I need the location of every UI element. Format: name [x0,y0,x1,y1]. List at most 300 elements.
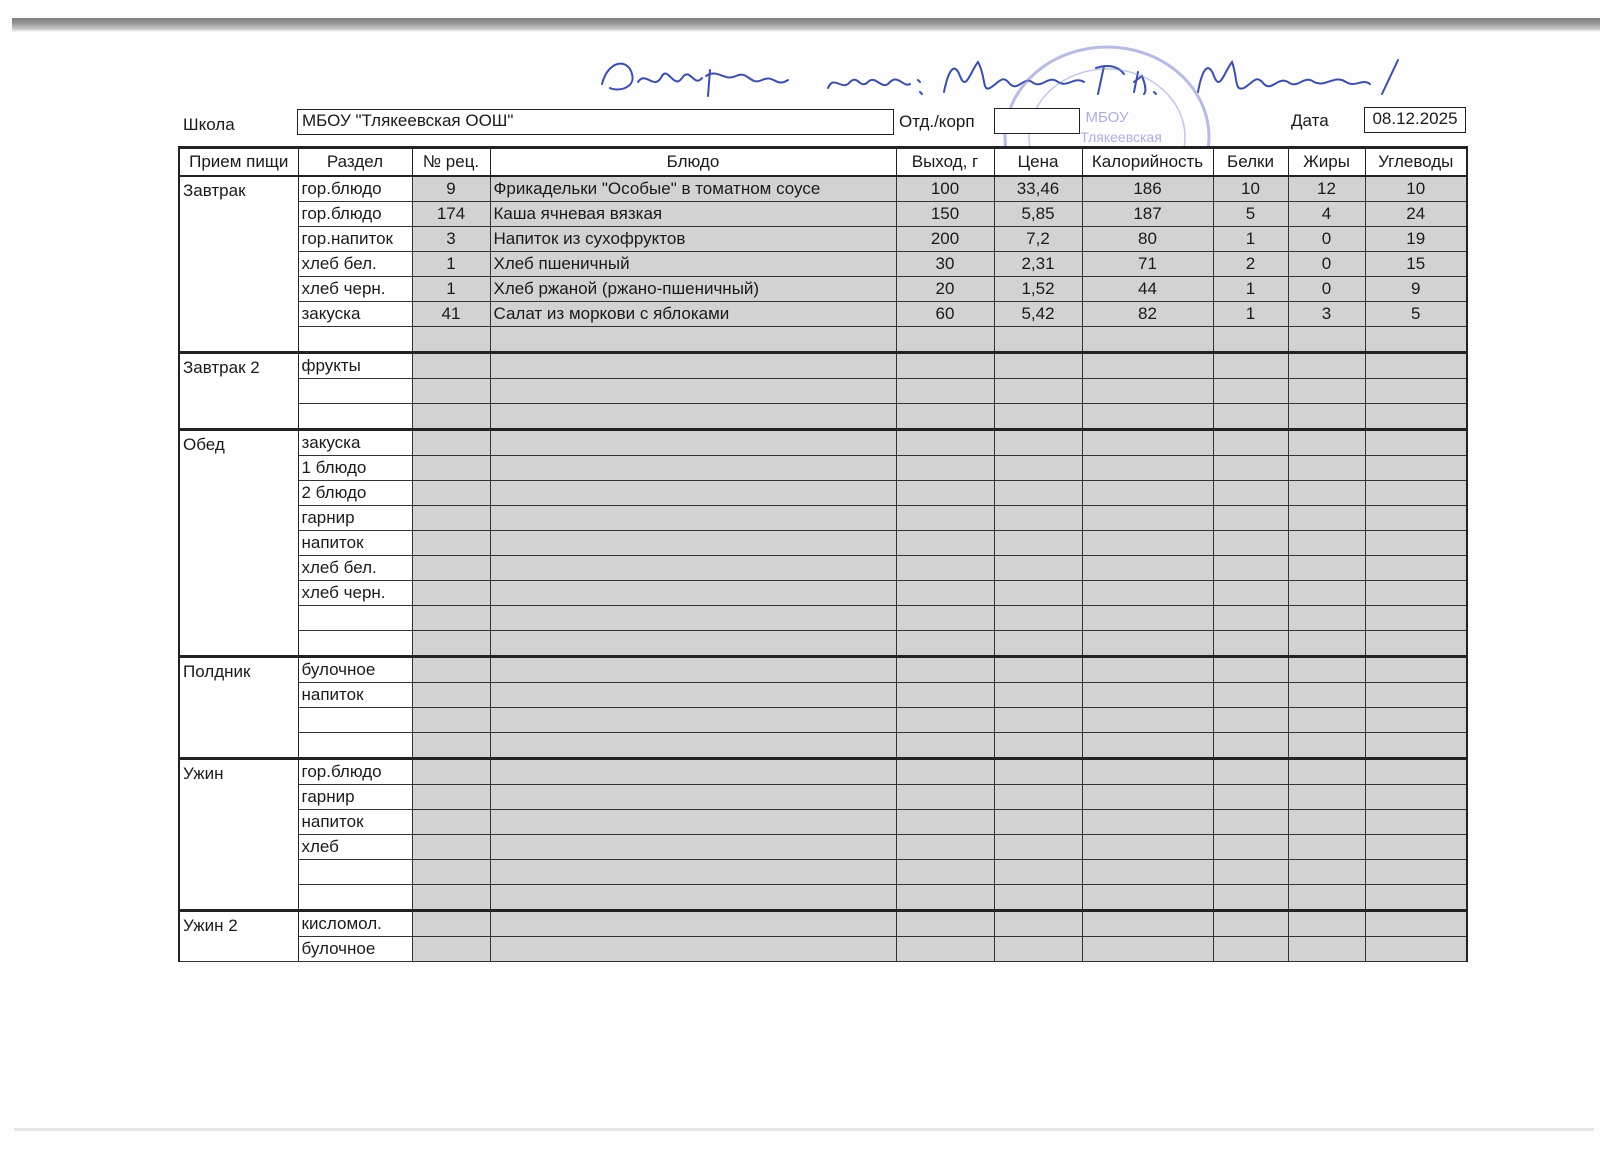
price-cell[interactable] [994,708,1082,733]
section-cell[interactable]: гор.блюдо [298,176,412,202]
output-cell[interactable] [896,911,994,937]
proteins-cell[interactable] [1213,733,1288,759]
table-row [179,810,1467,835]
fats-cell[interactable] [1288,531,1365,556]
dish-cell[interactable] [490,430,896,456]
section-cell[interactable]: гор.блюдо [298,202,412,227]
dish-cell[interactable]: Фрикадельки "Особые" в томатном соусе [490,176,896,202]
proteins-cell[interactable] [1213,456,1288,481]
carbs-cell[interactable] [1365,860,1467,885]
output-cell[interactable] [896,733,994,759]
section-cell[interactable]: напиток [298,683,412,708]
section-cell[interactable]: кисломол. [298,911,412,937]
calories-cell[interactable] [1082,606,1213,631]
calories-cell[interactable] [1082,810,1213,835]
output-cell[interactable]: 60 [896,302,994,327]
output-cell[interactable] [896,404,994,430]
table-row [179,531,1467,556]
proteins-cell[interactable] [1213,506,1288,531]
date-field[interactable]: 08.12.2025 [1364,107,1466,133]
section-cell[interactable] [298,404,412,430]
section-cell[interactable] [298,708,412,733]
output-cell[interactable]: 100 [896,176,994,202]
price-cell[interactable] [994,404,1082,430]
carbs-cell[interactable] [1365,785,1467,810]
output-cell[interactable] [896,759,994,785]
section-cell[interactable]: напиток [298,810,412,835]
dish-cell[interactable] [490,708,896,733]
output-cell[interactable] [896,937,994,962]
carbs-cell[interactable]: 9 [1365,277,1467,302]
output-cell[interactable] [896,683,994,708]
recipe-cell[interactable] [412,683,490,708]
proteins-cell[interactable]: 2 [1213,252,1288,277]
carbs-cell[interactable] [1365,657,1467,683]
dish-cell[interactable] [490,835,896,860]
carbs-cell[interactable]: 5 [1365,302,1467,327]
output-cell[interactable] [896,581,994,606]
output-cell[interactable] [896,606,994,631]
calories-cell[interactable] [1082,860,1213,885]
price-cell[interactable] [994,835,1082,860]
dish-cell[interactable] [490,810,896,835]
output-cell[interactable]: 150 [896,202,994,227]
recipe-cell[interactable] [412,456,490,481]
calories-cell[interactable] [1082,379,1213,404]
dish-cell[interactable]: Напиток из сухофруктов [490,227,896,252]
carbs-cell[interactable] [1365,379,1467,404]
output-cell[interactable] [896,556,994,581]
section-cell[interactable]: хлеб черн. [298,581,412,606]
calories-cell[interactable] [1082,430,1213,456]
calories-cell[interactable] [1082,911,1213,937]
carbs-cell[interactable] [1365,481,1467,506]
output-cell[interactable] [896,456,994,481]
dish-cell[interactable]: Хлеб ржаной (ржано-пшеничный) [490,277,896,302]
calories-cell[interactable] [1082,531,1213,556]
proteins-cell[interactable] [1213,885,1288,911]
output-cell[interactable] [896,506,994,531]
section-cell[interactable]: закуска [298,430,412,456]
output-cell[interactable] [896,327,994,353]
output-cell[interactable] [896,631,994,657]
calories-cell[interactable] [1082,733,1213,759]
proteins-cell[interactable] [1213,327,1288,353]
recipe-cell[interactable] [412,327,490,353]
proteins-cell[interactable] [1213,631,1288,657]
table-row [179,631,1467,657]
output-cell[interactable]: 30 [896,252,994,277]
section-cell[interactable] [298,379,412,404]
recipe-cell[interactable] [412,759,490,785]
proteins-cell[interactable] [1213,835,1288,860]
carbs-cell[interactable] [1365,556,1467,581]
calories-cell[interactable] [1082,937,1213,962]
output-cell[interactable] [896,835,994,860]
proteins-cell[interactable]: 1 [1213,227,1288,252]
dish-cell[interactable] [490,531,896,556]
price-cell[interactable] [994,785,1082,810]
fats-cell[interactable] [1288,708,1365,733]
proteins-cell[interactable]: 10 [1213,176,1288,202]
section-cell[interactable] [298,631,412,657]
section-cell[interactable]: закуска [298,302,412,327]
dish-cell[interactable] [490,506,896,531]
fats-cell[interactable] [1288,404,1365,430]
fats-cell[interactable] [1288,657,1365,683]
section-cell[interactable]: напиток [298,531,412,556]
carbs-cell[interactable] [1365,733,1467,759]
recipe-cell[interactable] [412,835,490,860]
price-cell[interactable] [994,860,1082,885]
recipe-cell[interactable] [412,733,490,759]
table-row [179,327,1467,353]
meal-cell: Завтрак 2 [179,353,298,430]
price-cell[interactable]: 2,31 [994,252,1082,277]
fats-cell[interactable] [1288,456,1365,481]
recipe-cell[interactable] [412,404,490,430]
proteins-cell[interactable] [1213,481,1288,506]
recipe-cell[interactable]: 41 [412,302,490,327]
output-cell[interactable] [896,481,994,506]
recipe-cell[interactable] [412,531,490,556]
proteins-cell[interactable] [1213,810,1288,835]
recipe-cell[interactable] [412,810,490,835]
proteins-cell[interactable] [1213,759,1288,785]
dish-cell[interactable] [490,556,896,581]
fats-cell[interactable] [1288,631,1365,657]
fats-cell[interactable] [1288,885,1365,911]
proteins-cell[interactable] [1213,708,1288,733]
table-row [179,733,1467,759]
price-cell[interactable] [994,353,1082,379]
price-cell[interactable] [994,456,1082,481]
price-cell[interactable] [994,631,1082,657]
fats-cell[interactable] [1288,759,1365,785]
recipe-cell[interactable] [412,606,490,631]
fats-cell[interactable] [1288,733,1365,759]
price-cell[interactable] [994,759,1082,785]
output-cell[interactable] [896,860,994,885]
price-cell[interactable] [994,937,1082,962]
calories-cell[interactable]: 80 [1082,227,1213,252]
table-row [179,506,1467,531]
price-cell[interactable] [994,683,1082,708]
dish-cell[interactable]: Каша ячневая вязкая [490,202,896,227]
recipe-cell[interactable]: 174 [412,202,490,227]
section-cell[interactable]: гарнир [298,506,412,531]
fats-cell[interactable] [1288,860,1365,885]
proteins-cell[interactable] [1213,379,1288,404]
recipe-cell[interactable] [412,353,490,379]
recipe-cell[interactable] [412,860,490,885]
carbs-cell[interactable] [1365,506,1467,531]
recipe-cell[interactable] [412,657,490,683]
output-cell[interactable] [896,785,994,810]
meal-cell: Завтрак [179,176,298,353]
proteins-cell[interactable] [1213,531,1288,556]
price-cell[interactable]: 7,2 [994,227,1082,252]
table-row [179,481,1467,506]
price-cell[interactable] [994,481,1082,506]
carbs-cell[interactable] [1365,456,1467,481]
table-row [179,176,1467,202]
proteins-cell[interactable] [1213,657,1288,683]
dish-cell[interactable] [490,379,896,404]
section-cell[interactable] [298,733,412,759]
dish-cell[interactable] [490,581,896,606]
section-cell[interactable]: гор.блюдо [298,759,412,785]
output-cell[interactable] [896,379,994,404]
col-calories: Калорийность [1082,148,1213,177]
proteins-cell[interactable] [1213,683,1288,708]
fats-cell[interactable] [1288,606,1365,631]
carbs-cell[interactable] [1365,708,1467,733]
calories-cell[interactable] [1082,835,1213,860]
price-cell[interactable] [994,379,1082,404]
carbs-cell[interactable]: 19 [1365,227,1467,252]
recipe-cell[interactable] [412,506,490,531]
fats-cell[interactable] [1288,683,1365,708]
section-cell[interactable]: хлеб [298,835,412,860]
dish-cell[interactable] [490,860,896,885]
recipe-cell[interactable]: 3 [412,227,490,252]
fats-cell[interactable]: 12 [1288,176,1365,202]
carbs-cell[interactable] [1365,631,1467,657]
fats-cell[interactable] [1288,556,1365,581]
section-cell[interactable]: хлеб бел. [298,252,412,277]
carbs-cell[interactable] [1365,404,1467,430]
fats-cell[interactable] [1288,785,1365,810]
calories-cell[interactable] [1082,456,1213,481]
school-field[interactable]: МБОУ "Тлякеевская ООШ" [297,109,894,135]
table-row [179,302,1467,327]
calories-cell[interactable] [1082,581,1213,606]
carbs-cell[interactable] [1365,430,1467,456]
proteins-cell[interactable] [1213,785,1288,810]
section-cell[interactable]: фрукты [298,353,412,379]
carbs-cell[interactable] [1365,581,1467,606]
fats-cell[interactable] [1288,835,1365,860]
output-cell[interactable]: 200 [896,227,994,252]
dish-cell[interactable] [490,885,896,911]
calories-cell[interactable]: 82 [1082,302,1213,327]
output-cell[interactable]: 20 [896,277,994,302]
dish-cell[interactable]: Салат из моркови с яблоками [490,302,896,327]
price-cell[interactable] [994,810,1082,835]
price-cell[interactable]: 5,85 [994,202,1082,227]
carbs-cell[interactable] [1365,810,1467,835]
calories-cell[interactable] [1082,631,1213,657]
recipe-cell[interactable] [412,581,490,606]
fats-cell[interactable]: 3 [1288,302,1365,327]
dish-cell[interactable] [490,683,896,708]
carbs-cell[interactable]: 10 [1365,176,1467,202]
proteins-cell[interactable] [1213,860,1288,885]
dish-cell[interactable] [490,606,896,631]
proteins-cell[interactable]: 1 [1213,277,1288,302]
dish-cell[interactable] [490,456,896,481]
carbs-cell[interactable]: 15 [1365,252,1467,277]
table-row [179,885,1467,911]
price-cell[interactable] [994,430,1082,456]
recipe-cell[interactable] [412,885,490,911]
proteins-cell[interactable] [1213,556,1288,581]
price-cell[interactable] [994,581,1082,606]
fats-cell[interactable] [1288,911,1365,937]
output-cell[interactable] [896,657,994,683]
recipe-cell[interactable]: 9 [412,176,490,202]
recipe-cell[interactable] [412,631,490,657]
dish-cell[interactable] [490,481,896,506]
dish-cell[interactable] [490,631,896,657]
calories-cell[interactable] [1082,481,1213,506]
section-cell[interactable]: гарнир [298,785,412,810]
table-row [179,785,1467,810]
section-cell[interactable]: 2 блюдо [298,481,412,506]
calories-cell[interactable]: 44 [1082,277,1213,302]
calories-cell[interactable]: 71 [1082,252,1213,277]
calories-cell[interactable] [1082,556,1213,581]
dish-cell[interactable] [490,404,896,430]
calories-cell[interactable] [1082,785,1213,810]
section-cell[interactable] [298,606,412,631]
fats-cell[interactable] [1288,481,1365,506]
section-cell[interactable] [298,885,412,911]
proteins-cell[interactable]: 1 [1213,302,1288,327]
recipe-cell[interactable] [412,911,490,937]
price-cell[interactable] [994,885,1082,911]
fats-cell[interactable] [1288,581,1365,606]
dish-cell[interactable] [490,785,896,810]
proteins-cell[interactable]: 5 [1213,202,1288,227]
proteins-cell[interactable] [1213,353,1288,379]
price-cell[interactable] [994,327,1082,353]
recipe-cell[interactable]: 1 [412,277,490,302]
recipe-cell[interactable] [412,481,490,506]
section-cell[interactable]: хлеб черн. [298,277,412,302]
calories-cell[interactable] [1082,708,1213,733]
carbs-cell[interactable] [1365,327,1467,353]
section-cell[interactable]: хлеб бел. [298,556,412,581]
price-cell[interactable] [994,733,1082,759]
output-cell[interactable] [896,430,994,456]
calories-cell[interactable] [1082,759,1213,785]
proteins-cell[interactable] [1213,581,1288,606]
fats-cell[interactable] [1288,937,1365,962]
calories-cell[interactable] [1082,327,1213,353]
fats-cell[interactable] [1288,506,1365,531]
price-cell[interactable] [994,556,1082,581]
price-cell[interactable] [994,606,1082,631]
price-cell[interactable] [994,531,1082,556]
carbs-cell[interactable] [1365,531,1467,556]
dept-field[interactable] [994,108,1080,134]
fats-cell[interactable] [1288,353,1365,379]
dish-cell[interactable] [490,937,896,962]
price-cell[interactable] [994,506,1082,531]
carbs-cell[interactable] [1365,759,1467,785]
calories-cell[interactable] [1082,683,1213,708]
carbs-cell[interactable] [1365,937,1467,962]
carbs-cell[interactable]: 24 [1365,202,1467,227]
dish-cell[interactable] [490,759,896,785]
section-cell[interactable] [298,327,412,353]
calories-cell[interactable] [1082,885,1213,911]
recipe-cell[interactable] [412,556,490,581]
calories-cell[interactable]: 187 [1082,202,1213,227]
carbs-cell[interactable] [1365,835,1467,860]
proteins-cell[interactable] [1213,606,1288,631]
output-cell[interactable] [896,885,994,911]
price-cell[interactable]: 33,46 [994,176,1082,202]
section-cell[interactable]: гор.напиток [298,227,412,252]
fats-cell[interactable]: 0 [1288,277,1365,302]
output-cell[interactable] [896,353,994,379]
carbs-cell[interactable] [1365,683,1467,708]
price-cell[interactable] [994,911,1082,937]
dish-cell[interactable] [490,353,896,379]
proteins-cell[interactable] [1213,937,1288,962]
table-row [179,937,1467,962]
recipe-cell[interactable] [412,937,490,962]
carbs-cell[interactable] [1365,353,1467,379]
recipe-cell[interactable] [412,430,490,456]
fats-cell[interactable] [1288,327,1365,353]
fats-cell[interactable]: 4 [1288,202,1365,227]
section-cell[interactable]: 1 блюдо [298,456,412,481]
fats-cell[interactable] [1288,430,1365,456]
price-cell[interactable]: 5,42 [994,302,1082,327]
proteins-cell[interactable] [1213,404,1288,430]
price-cell[interactable] [994,657,1082,683]
col-carbs: Углеводы [1365,148,1467,177]
calories-cell[interactable] [1082,657,1213,683]
recipe-cell[interactable] [412,708,490,733]
carbs-cell[interactable] [1365,606,1467,631]
carbs-cell[interactable] [1365,911,1467,937]
proteins-cell[interactable] [1213,911,1288,937]
col-fats: Жиры [1288,148,1365,177]
fats-cell[interactable] [1288,810,1365,835]
fats-cell[interactable] [1288,379,1365,404]
dish-cell[interactable] [490,657,896,683]
fats-cell[interactable]: 0 [1288,227,1365,252]
recipe-cell[interactable] [412,379,490,404]
section-cell[interactable]: булочное [298,657,412,683]
proteins-cell[interactable] [1213,430,1288,456]
carbs-cell[interactable] [1365,885,1467,911]
dish-cell[interactable] [490,733,896,759]
calories-cell[interactable] [1082,353,1213,379]
calories-cell[interactable]: 186 [1082,176,1213,202]
output-cell[interactable] [896,708,994,733]
section-cell[interactable] [298,860,412,885]
recipe-cell[interactable]: 1 [412,252,490,277]
section-cell[interactable]: булочное [298,937,412,962]
output-cell[interactable] [896,531,994,556]
output-cell[interactable] [896,810,994,835]
dish-cell[interactable] [490,911,896,937]
dish-cell[interactable] [490,327,896,353]
fats-cell[interactable]: 0 [1288,252,1365,277]
calories-cell[interactable] [1082,506,1213,531]
recipe-cell[interactable] [412,785,490,810]
price-cell[interactable]: 1,52 [994,277,1082,302]
dish-cell[interactable]: Хлеб пшеничный [490,252,896,277]
calories-cell[interactable] [1082,404,1213,430]
col-recipe: № рец. [412,148,490,177]
